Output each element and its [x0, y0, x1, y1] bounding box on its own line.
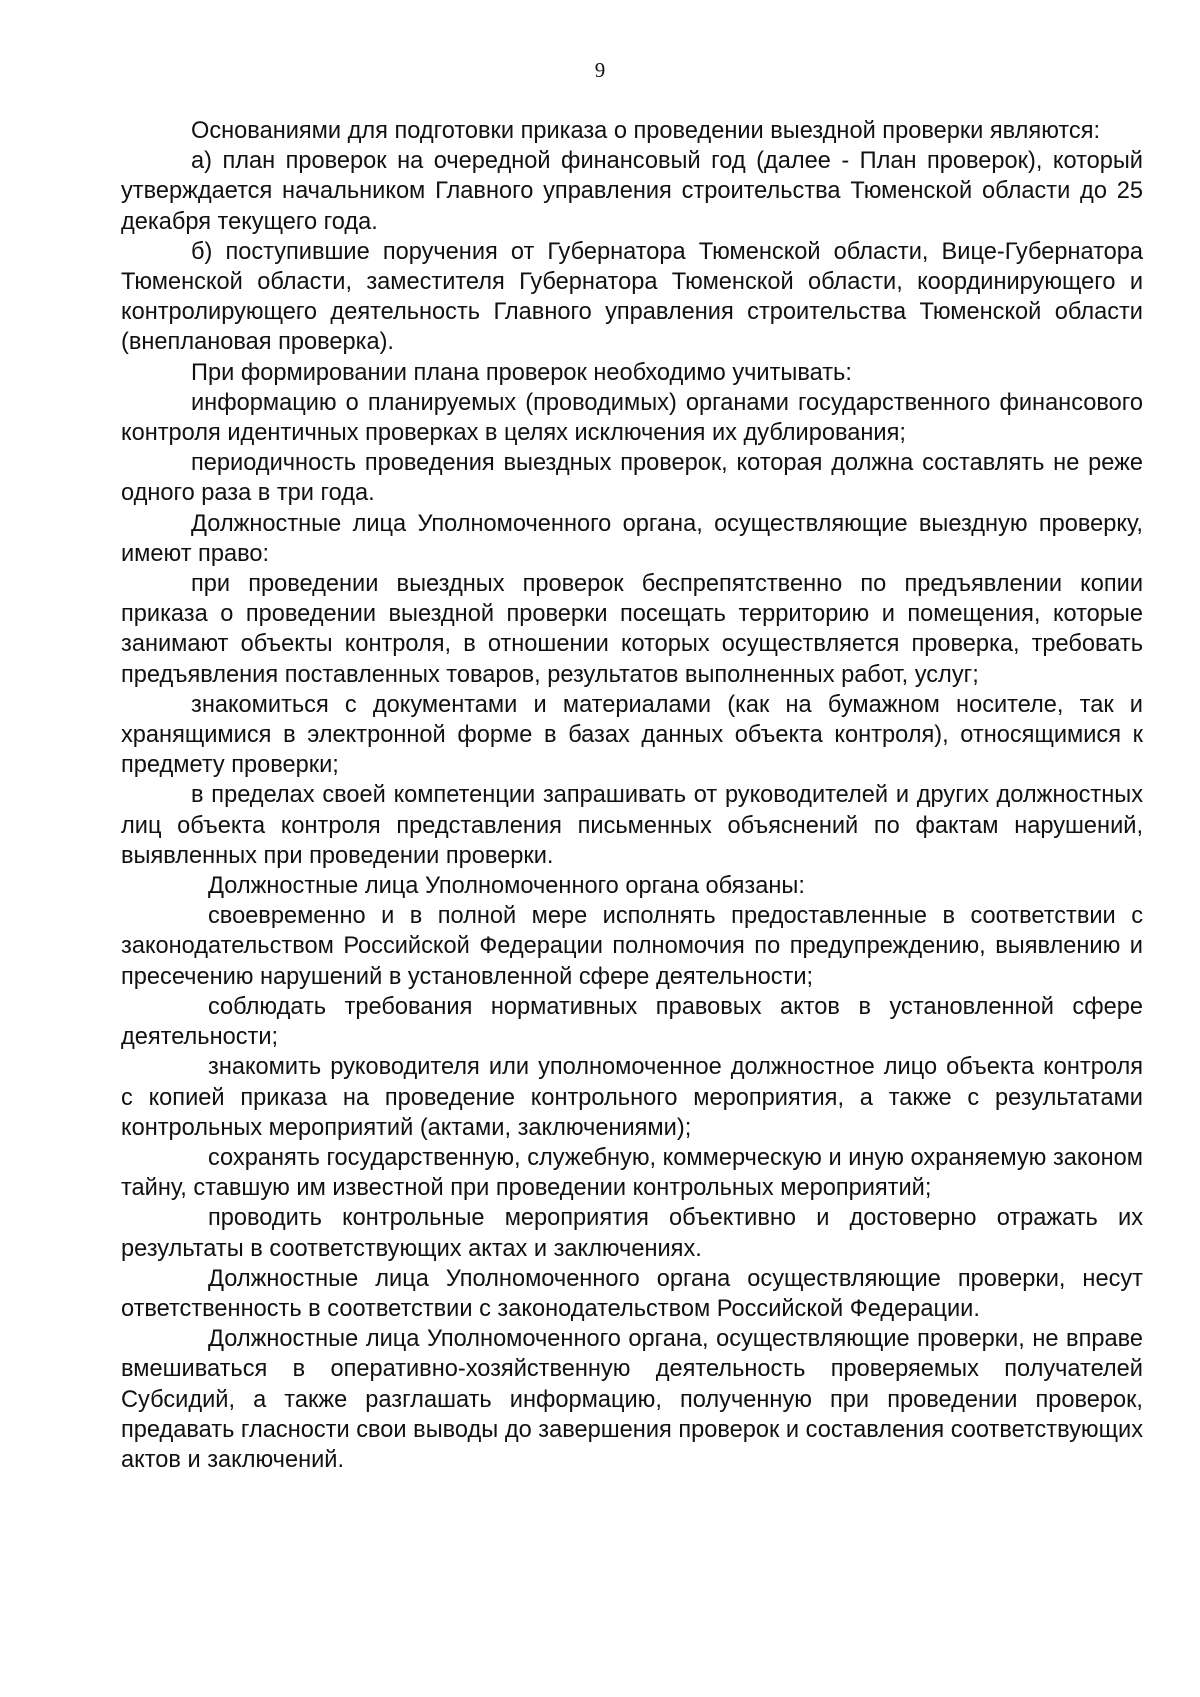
paragraph-duties-intro: Должностные лица Уполномоченного органа обязаны:: [208, 873, 805, 900]
paragraph-rights-intro: Должностные лица Уполномоченного органа, осуществляющие выездную проверку, имеют право:: [121, 510, 1143, 567]
paragraph-right-explanations: в пределах своей компетенции запрашивать от руководителей и других должностных лиц объекта контроля представления письменных объяснений по фактам нарушений, выявленных при проведении проверки.: [121, 782, 1143, 869]
paragraph-responsibility: Должностные лица Уполномоченного органа осуществляющие проверки, несут ответственность в соответствии с законодательством Российской Федерации.: [121, 1265, 1143, 1322]
paragraph-item-a: а) план проверок на очередной финансовый год (далее - План проверок), который утверждается начальником Главного управления строительства Тюменской области до 25 декабря текущего года.: [121, 148, 1143, 235]
paragraph-right-documents: знакомиться с документами и материалами (как на бумажном носителе, так и хранящимися в электронной форме в базах данных объекта контроля), относящимися к предмету проверки;: [121, 691, 1143, 779]
paragraph-item-b: б) поступившие поручения от Губернатора Тюменской области, Вице-Губернатора Тюменской области, заместителя Губернатора Тюменской области, координирующего и контролирующего деятельность Главного управления строительства Тюменской области (внеплановая проверка).: [121, 238, 1143, 356]
paragraph-restrictions: Должностные лица Уполномоченного органа, осуществляющие проверки, не вправе вмешиваться в оперативно-хозяйственную деятельность проверяемых получателей Субсидий, а также разглашать информацию, полученную при проведении проверок, предавать гласности свои выводы до завершения проверок и составления соответствующих актов и заключений.: [121, 1326, 1143, 1473]
paragraph-duty-objectivity: проводить контрольные мероприятия объективно и достоверно отражать их результаты в соответствующих актах и заключениях.: [121, 1205, 1143, 1262]
paragraph-grounds: Основаниями для подготовки приказа о проведении выездной проверки являются:: [191, 118, 1101, 144]
document-body: [121, 116, 1143, 1475]
paragraph-duty-secrecy: сохранять государственную, служебную, коммерческую и иную охраняемую законом тайну, ставшую им известной при проведении контрольных мероприятий;: [121, 1144, 1143, 1202]
paragraph-duty-compliance: соблюдать требования нормативных правовых актов в установленной сфере деятельности;: [121, 993, 1143, 1051]
paragraph-duty-powers: своевременно и в полной мере исполнять предоставленные в соответствии с законодательством Российской Федерации полномочия по предупреждению, выявлению и пресечению нарушений в установленной сфере деятельности;: [121, 903, 1143, 990]
paragraph-plan-periodicity: периодичность проведения выездных проверок, которая должна составлять не реже одного раза в три года.: [121, 450, 1143, 507]
paragraph-duty-familiarize: знакомить руководителя или уполномоченное должностное лицо объекта контроля с копией приказа на проведение контрольного мероприятия, а также с результатами контрольных мероприятий (актами, заключениями);: [121, 1054, 1143, 1141]
paragraph-right-access: при проведении выездных проверок беспрепятственно по предъявлении копии приказа о проведении выездной проверки посещать территорию и помещения, которые занимают объекты контроля, в отношении которых осуществляется проверка, требовать предъявления поставленных товаров, результатов выполненных работ, услуг;: [121, 571, 1143, 688]
paragraph-plan-info: информацию о планируемых (проводимых) органами государственного финансового контроля идентичных проверках в целях исключения их дублирования;: [121, 389, 1143, 447]
page-number: 9: [594, 58, 606, 82]
paragraph-plan-intro: При формировании плана проверок необходимо учитывать:: [191, 359, 852, 386]
